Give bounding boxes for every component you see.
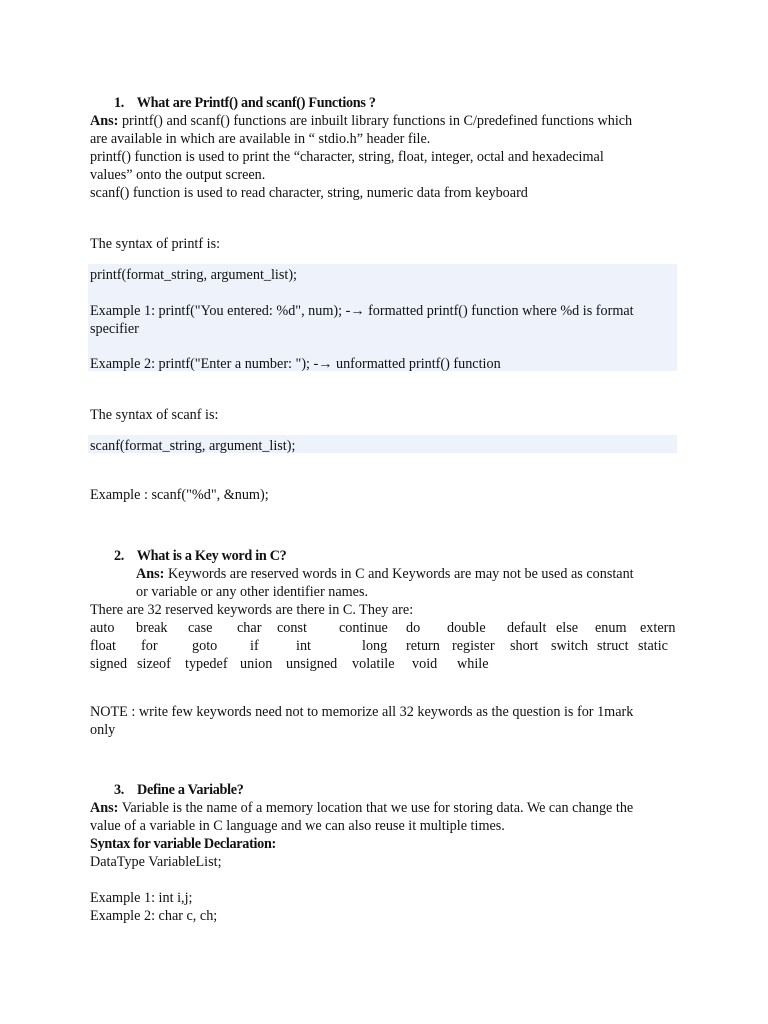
q3-example-1: Example 1: int i,j; (90, 890, 193, 906)
keyword: const (277, 620, 307, 636)
keyword: void (412, 656, 438, 672)
keyword: continue (339, 620, 388, 636)
q1-printf-example-1b: specifier (90, 321, 139, 337)
keyword: short (510, 638, 539, 654)
q1-printf-example-2: Example 2: printf("Enter a number: "); -→ unformatted printf() function (90, 356, 501, 372)
q1-scanf-example: Example : scanf("%d", &num); (90, 487, 269, 503)
q3-answer-line-1 (90, 799, 633, 817)
q1-printf-desc-2: values” onto the output screen. (90, 167, 266, 183)
q1-ans-text-2: are available in which are available in “ stdio.h” header file. (90, 131, 431, 147)
q3-syntax-label: Syntax for variable Declaration: (90, 836, 276, 852)
q1-ans-text-1: printf() and scanf() functions are inbuilt library functions in C/predefined functions which (121, 113, 633, 129)
q1-printf-syntax: printf(format_string, argument_list); (90, 267, 297, 283)
keyword: do (406, 620, 421, 636)
q3-number: 3. (114, 782, 125, 798)
keyword: enum (595, 620, 627, 636)
q2-answer-line-1 (136, 565, 634, 583)
q1-scanf-syntax: scanf(format_string, argument_list); (90, 438, 296, 454)
q3-heading (114, 781, 244, 799)
q1-answer-line-1 (90, 112, 632, 130)
q1-printf-desc-1: printf() function is used to print the “character, string, float, integer, octal and hexadecimal (90, 149, 604, 165)
keyword: float (90, 638, 116, 654)
q2-title: What is a Key word in C? (136, 548, 287, 564)
q2-note-line-1: NOTE : write few keywords need not to memorize all 32 keywords as the question is for 1mark (90, 704, 634, 720)
keyword: goto (192, 638, 218, 654)
q1-scanf-syntax-heading: The syntax of scanf is: (90, 407, 219, 423)
keyword: auto (90, 620, 115, 636)
q2-ans-label: Ans: (136, 566, 165, 582)
keyword: double (447, 620, 486, 636)
q1-number: 1. (114, 95, 125, 111)
q2-note-line-2: only (90, 722, 116, 738)
q2-ans-text-2: or variable or any other identifier names. (136, 584, 369, 600)
q3-ans-label: Ans: (90, 800, 119, 816)
q3-ans-text-2: value of a variable in C language and we can also reuse it multiple times. (90, 818, 505, 834)
keyword: extern (640, 620, 676, 636)
q3-syntax: DataType VariableList; (90, 854, 222, 870)
q2-count-line: There are 32 reserved keywords are there in C. They are: (90, 602, 414, 618)
q3-title: Define a Variable? (137, 782, 244, 798)
keyword: break (136, 620, 168, 636)
keyword: default (507, 620, 547, 636)
q2-number: 2. (114, 548, 125, 564)
q3-example-2: Example 2: char c, ch; (90, 908, 218, 924)
q1-title: What are Printf() and scanf() Functions ? (136, 95, 376, 111)
q1-printf-example-1a: Example 1: printf("You entered: %d", num); -→ formatted printf() function where %d is format (90, 303, 634, 319)
keyword: unsigned (286, 656, 338, 672)
keyword: while (457, 656, 489, 672)
keyword: typedef (185, 656, 228, 672)
keyword: for (141, 638, 158, 654)
q1-scanf-desc: scanf() function is used to read character, string, numeric data from keyboard (90, 185, 528, 201)
keyword: struct (597, 638, 629, 654)
keyword: return (406, 638, 440, 654)
keyword: else (556, 620, 579, 636)
q3-ans-text-1: Variable is the name of a memory location that we use for storing data. We can change the (121, 800, 634, 816)
keyword: case (188, 620, 213, 636)
q1-heading (114, 94, 376, 112)
q1-ans-label: Ans: (90, 113, 119, 129)
keyword: static (638, 638, 668, 654)
q2-heading (114, 547, 286, 565)
keyword: if (250, 638, 259, 654)
q2-ans-text-1: Keywords are reserved words in C and Keywords are may not be used as constant (167, 566, 634, 582)
keyword: char (237, 620, 262, 636)
keyword: volatile (352, 656, 395, 672)
keyword: int (296, 638, 311, 654)
keyword: register (452, 638, 495, 654)
keyword: sizeof (137, 656, 171, 672)
keyword: union (240, 656, 273, 672)
keyword: long (362, 638, 388, 654)
q1-printf-syntax-heading: The syntax of printf is: (90, 236, 221, 252)
keyword: signed (90, 656, 128, 672)
keyword: switch (551, 638, 589, 654)
